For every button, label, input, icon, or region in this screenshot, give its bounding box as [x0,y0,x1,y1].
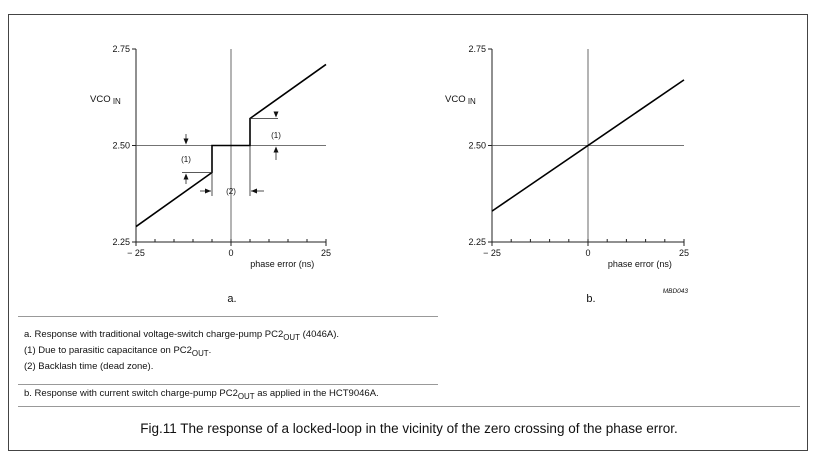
annot-2-label: (2) [226,187,236,196]
chart-b-y-tick-label: 2.75 [468,44,486,54]
notes-a [24,328,339,373]
annot-1-left-upper-arrowhead [184,139,189,145]
annot-1-right-upper-arrowhead [274,111,279,117]
note-a-text: a. Response with traditional voltage-switch charge-pump $PC2_{OUT}$ (4046A). [24,329,340,342]
chart-b-x-tick-label: 0 [585,248,591,258]
chart-a-y-tick-label: 2.25 [112,237,130,247]
chart-b-y-axis-label: VCO $_{IN}$ [445,94,476,106]
chart-b-y-tick-label: 2.50 [468,140,486,151]
annot-1-left-label: (1) [181,155,191,164]
chart-a-x-tick-label: − 25 [127,248,145,258]
chart-a-y-tick-label: 2.75 [112,44,130,54]
chart-b-panel-label: b. [586,293,596,305]
chart-a-x-axis-label: phase error (ns) [250,259,315,269]
chart-a-y-tick-label: 2.50 [112,140,130,151]
chart-a-x-tick-label: 0 [228,248,234,258]
note-2-text: (2) Backlash time (dead zone). [24,360,154,372]
divider-top [18,316,438,317]
annot-2-left-arrowhead [205,189,211,194]
chart-b-x-axis-label: phase error (ns) [607,259,672,269]
annot-1-right-label: (1) [271,131,281,140]
annot-2-right-arrowhead [251,189,257,194]
notes-b [24,387,379,403]
figure-caption: Fig.11 The response of a locked-loop in the vicinity of the zero crossing of the phase error. [140,421,678,436]
chart-b-figure-code: MBD043 [662,288,688,295]
chart-b-y-tick-label: 2.25 [468,237,486,247]
chart-a-y-axis-label: VCO $_{IN}$ [90,94,121,106]
chart-a-x-tick-label: 25 [320,248,332,258]
divider-bottom [18,406,800,407]
annot-1-left-lower-arrowhead [184,174,189,180]
note-b-text: b. Response with current switch charge-pump $PC2_{OUT}$ as applied in the HCT9046A. [24,388,379,401]
note-1-text: (1) Due to parasitic capacitance on $PC2_{OUT}$. [24,344,212,358]
annot-1-right-lower-arrowhead [274,147,279,153]
chart-b-x-tick-label: − 25 [483,248,501,258]
chart-b-x-tick-label: 25 [678,248,690,258]
divider-mid [18,384,438,385]
chart-a-panel-label: a. [227,293,237,305]
